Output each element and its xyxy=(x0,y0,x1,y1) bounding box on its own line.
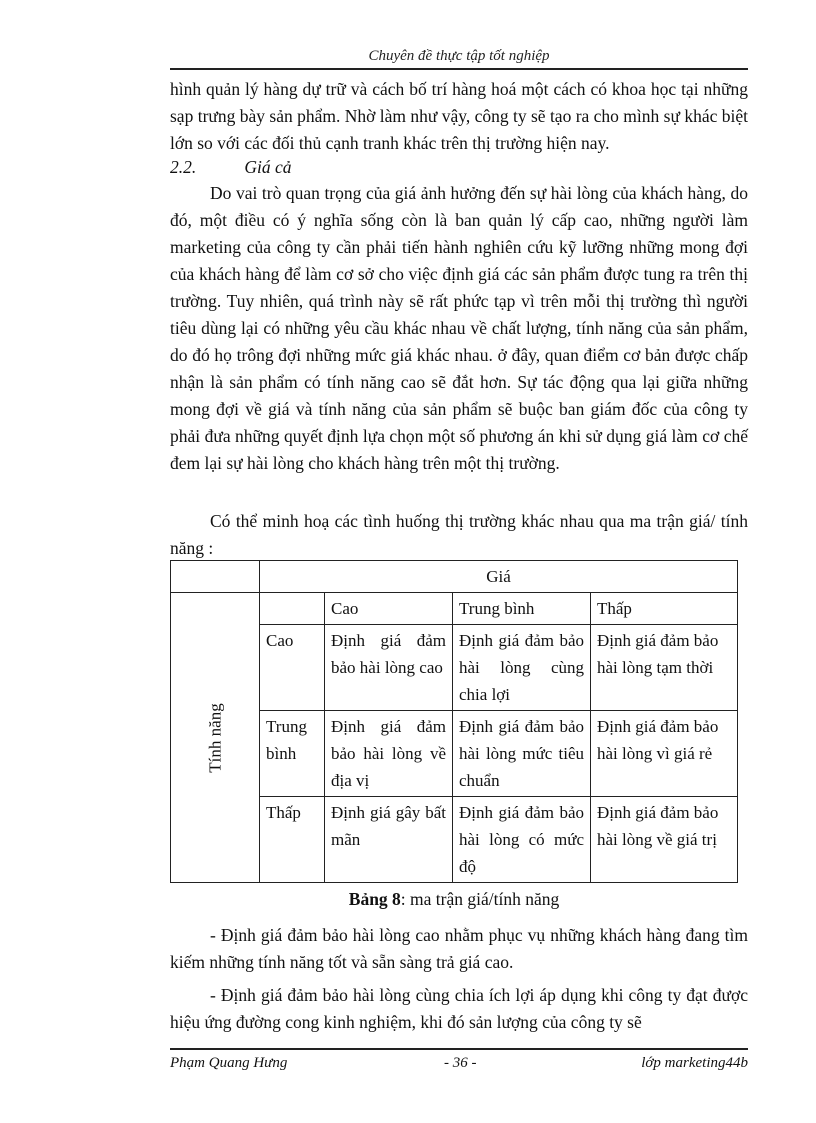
paragraph-gia-ca: Do vai trò quan trọng của giá ảnh hưởng đến sự hài lòng của khách hàng, do đó, một điều có ý nghĩa sống còn là ban quản lý cấp cao, những người làm marketing của công ty cần phải tiến hành nghiên cứu kỹ lưỡng những mong đợi của khách hàng để làm cơ sở cho việc định giá các sản phẩm được tung ra trên thị trường. Tuy nhiên, quá trình này sẽ rất phức tạp vì trên mỗi thị trường thì người tiêu dùng lại có những yêu cầu khác nhau về chất lượng, tính năng của sản phẩm, do đó họ trông đợi những mức giá khác nhau. ở đây, quan điểm cơ bản được chấp nhận là sản phẩm có tính năng cao sẽ đắt hơn. Sự tác động qua lại giữa những mong đợi về giá và tính năng của sản phẩm sẽ buộc ban giám đốc của công ty phải đưa những quyết định lựa chọn một số phương án khi sử dụng giá làm cơ chế đem lại sự hài lòng cho khách hàng trên một thị trường. xyxy=(170,183,748,473)
footer-page-number: - 36 - xyxy=(444,1055,477,1071)
page-header-title: Chuyên đề thực tập tốt nghiệp xyxy=(368,48,550,64)
bullet-paragraph: - Định giá đảm bảo hài lòng cao nhằm phục vụ những khách hàng đang tìm kiếm những tính năng tốt và sẵn sàng trả giá cao. xyxy=(170,925,748,972)
paragraph-table-intro: Có thể minh hoạ các tình huống thị trường khác nhau qua ma trận giá/ tính năng : xyxy=(170,511,748,558)
row-group-label: Tính năng xyxy=(205,702,225,773)
table-subheader-row xyxy=(171,593,738,625)
header-divider xyxy=(170,68,748,70)
row-label: Cao xyxy=(260,625,325,711)
table-caption xyxy=(170,889,738,910)
table-cell: Định giá gây bất mãn xyxy=(325,797,453,883)
caption-text: : ma trận giá/tính năng xyxy=(400,889,560,909)
table-cell: Định giá đảm bảo hài lòng mức tiêu chuẩn xyxy=(453,711,591,797)
paragraph-continuation: hình quản lý hàng dự trữ và cách bố trí hàng hoá một cách có khoa học tại những sạp trưng bày sản phẩm. Nhờ làm như vậy, công ty sẽ tạo ra cho mình sự khác biệt lớn so với các đối thủ cạnh tranh khác trên thị trường hiện nay. xyxy=(170,79,748,153)
table-cell: Định giá đảm bảo hài lòng có mức độ xyxy=(453,797,591,883)
table-cell: Định giá đảm bảo hài lòng cao xyxy=(325,625,453,711)
column-header: Cao xyxy=(325,593,453,625)
bullet-paragraph: - Định giá đảm bảo hài lòng cùng chia ích lợi áp dụng khi công ty đạt được hiệu ứng đường cong kinh nghiệm, khi đó sản lượng của công ty sẽ xyxy=(170,985,748,1032)
section-title: Giá cả xyxy=(244,157,292,177)
table-cell: Định giá đảm bảo hài lòng cùng chia lợi xyxy=(453,625,591,711)
section-number: 2.2. xyxy=(170,157,197,177)
footer-class: lớp marketing44b xyxy=(641,1055,748,1071)
table-header-row xyxy=(171,561,738,593)
footer-divider xyxy=(170,1048,748,1050)
price-feature-matrix-table xyxy=(170,560,738,883)
table-corner-cell xyxy=(171,561,260,593)
table-empty-cell xyxy=(260,593,325,625)
caption-label: Bảng 8 xyxy=(348,889,401,909)
section-heading xyxy=(170,157,292,178)
col-group-header: Giá xyxy=(260,561,738,593)
row-group-header xyxy=(171,593,260,883)
table-cell: Định giá đảm bảo hài lòng tạm thời xyxy=(591,625,738,711)
table-cell: Định giá đảm bảo hài lòng về giá trị xyxy=(591,797,738,883)
footer-author: Phạm Quang Hưng xyxy=(170,1055,288,1071)
row-label: Trung bình xyxy=(260,711,325,797)
table-cell: Định giá đảm bảo hài lòng vì giá rẻ xyxy=(591,711,738,797)
row-label: Thấp xyxy=(260,797,325,883)
column-header: Trung bình xyxy=(453,593,591,625)
column-header: Thấp xyxy=(591,593,738,625)
table-cell: Định giá đảm bảo hài lòng về địa vị xyxy=(325,711,453,797)
